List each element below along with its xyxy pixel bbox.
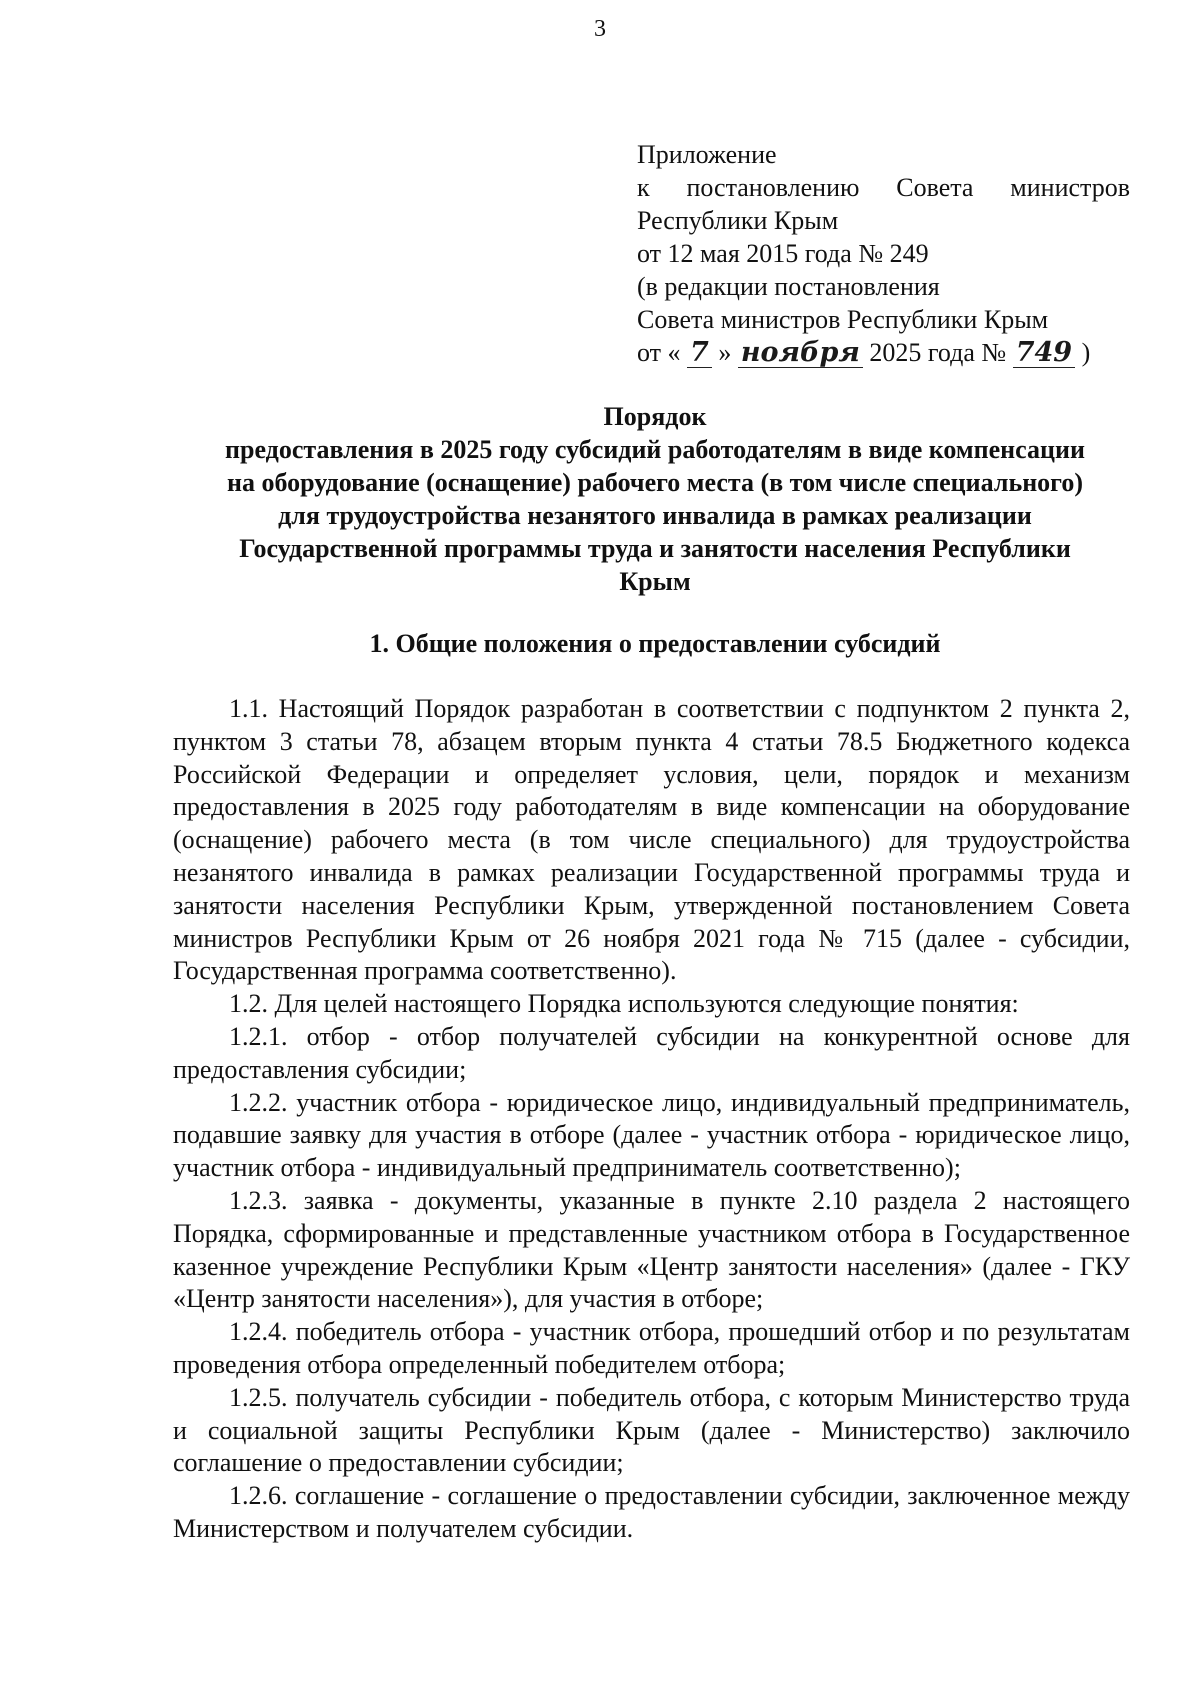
title-line: Крым [619, 567, 691, 596]
appendix-resolution-line [637, 171, 1130, 204]
appendix-label: Приложение [637, 140, 777, 169]
appendix-header [637, 138, 1130, 369]
section-heading: 1. Общие положения о предоставлении субсидий [369, 629, 941, 658]
appendix-original-date: от 12 мая 2015 года № 249 [637, 239, 929, 268]
paragraph-1-2-2: 1.2.2. участник отбора - юридическое лицо, индивидуальный предприниматель, подавшие заявку для участия в отборе (далее - участник отбора - юридическое лицо, участник отбора - индивидуальный предприниматель соответственно); [173, 1087, 1130, 1183]
appendix-revision-date [637, 336, 1130, 369]
handwritten-month: ноября [738, 339, 863, 368]
paragraph-1-2-5: 1.2.5. получатель субсидии - победитель отбора, с которым Министерство труда и социальной защиты Республики Крым (далее - Министерство) заключило соглашение о предоставлении субсидии; [173, 1382, 1130, 1478]
paragraph-1-2-3: 1.2.3. заявка - документы, указанные в пункте 2.10 раздела 2 настоящего Порядка, сформированные и представленные участником отбора в Государственное казенное учреждение Республики Крым «Центр занятости населения» (далее - ГКУ «Центр занятости населения»), для участия в отборе; [173, 1185, 1130, 1314]
appendix-republic: Республики Крым [637, 206, 839, 235]
date-suffix: ) [1081, 338, 1091, 367]
date-year: 2025 года № [869, 338, 1007, 367]
handwritten-day: 7 [687, 339, 712, 368]
appendix-revision-note: (в редакции постановления [637, 272, 940, 301]
appendix-council: Совета министров Республики Крым [637, 305, 1049, 334]
appendix-word: министров [1010, 173, 1130, 202]
title-line: Порядок [603, 402, 707, 431]
title-line: на оборудование (оснащение) рабочего места (в том числе специального) [226, 468, 1084, 497]
paragraph-1-2-4: 1.2.4. победитель отбора - участник отбора, прошедший отбор и по результатам проведения отбора определенный победителем отбора; [173, 1317, 1130, 1379]
page-number: 3 [594, 16, 606, 42]
paragraph-1-2-6: 1.2.6. соглашение - соглашение о предоставлении субсидии, заключенное между Министерством и получателем субсидии. [173, 1481, 1130, 1543]
title-line: Государственной программы труда и занятости населения Республики [239, 534, 1071, 563]
paragraph-1-2: 1.2. Для целей настоящего Порядка используются следующие понятия: [229, 989, 1019, 1019]
appendix-word: к [637, 173, 650, 202]
paragraph-1-2-1: 1.2.1. отбор - отбор получателей субсидии на конкурентной основе для предоставления субсидии; [173, 1021, 1130, 1084]
appendix-word: постановлению [686, 173, 860, 202]
date-prefix: от « [637, 338, 681, 367]
date-quote-close: » [718, 338, 732, 367]
document-title [130, 400, 1180, 598]
handwritten-number: 749 [1013, 339, 1075, 368]
appendix-word: Совета [896, 173, 974, 202]
paragraph-1-1: 1.1. Настоящий Порядок разработан в соответствии с подпунктом 2 пункта 2, пунктом 3 статьи 78, абзацем вторым пункта 4 статьи 78.5 Бюджетного кодекса Российской Федерации и определяет условия, цели, порядок и механизм предоставления в 2025 году работодателям в виде компенсации на оборудование (оснащение) рабочего места (в том числе специального) для трудоустройства незанятого инвалида в рамках реализации Государственной программы труда и занятости населения Республики Крым, утвержденной постановлением Совета министров Республики Крым от 26 ноября 2021 года № 715 (далее - субсидии, Государственная программа соответственно). [173, 694, 1130, 986]
title-line: предоставления в 2025 году субсидий работодателям в виде компенсации [225, 435, 1085, 464]
section-body [173, 693, 1130, 1546]
title-line: для трудоустройства незанятого инвалида в рамках реализации [278, 501, 1032, 530]
